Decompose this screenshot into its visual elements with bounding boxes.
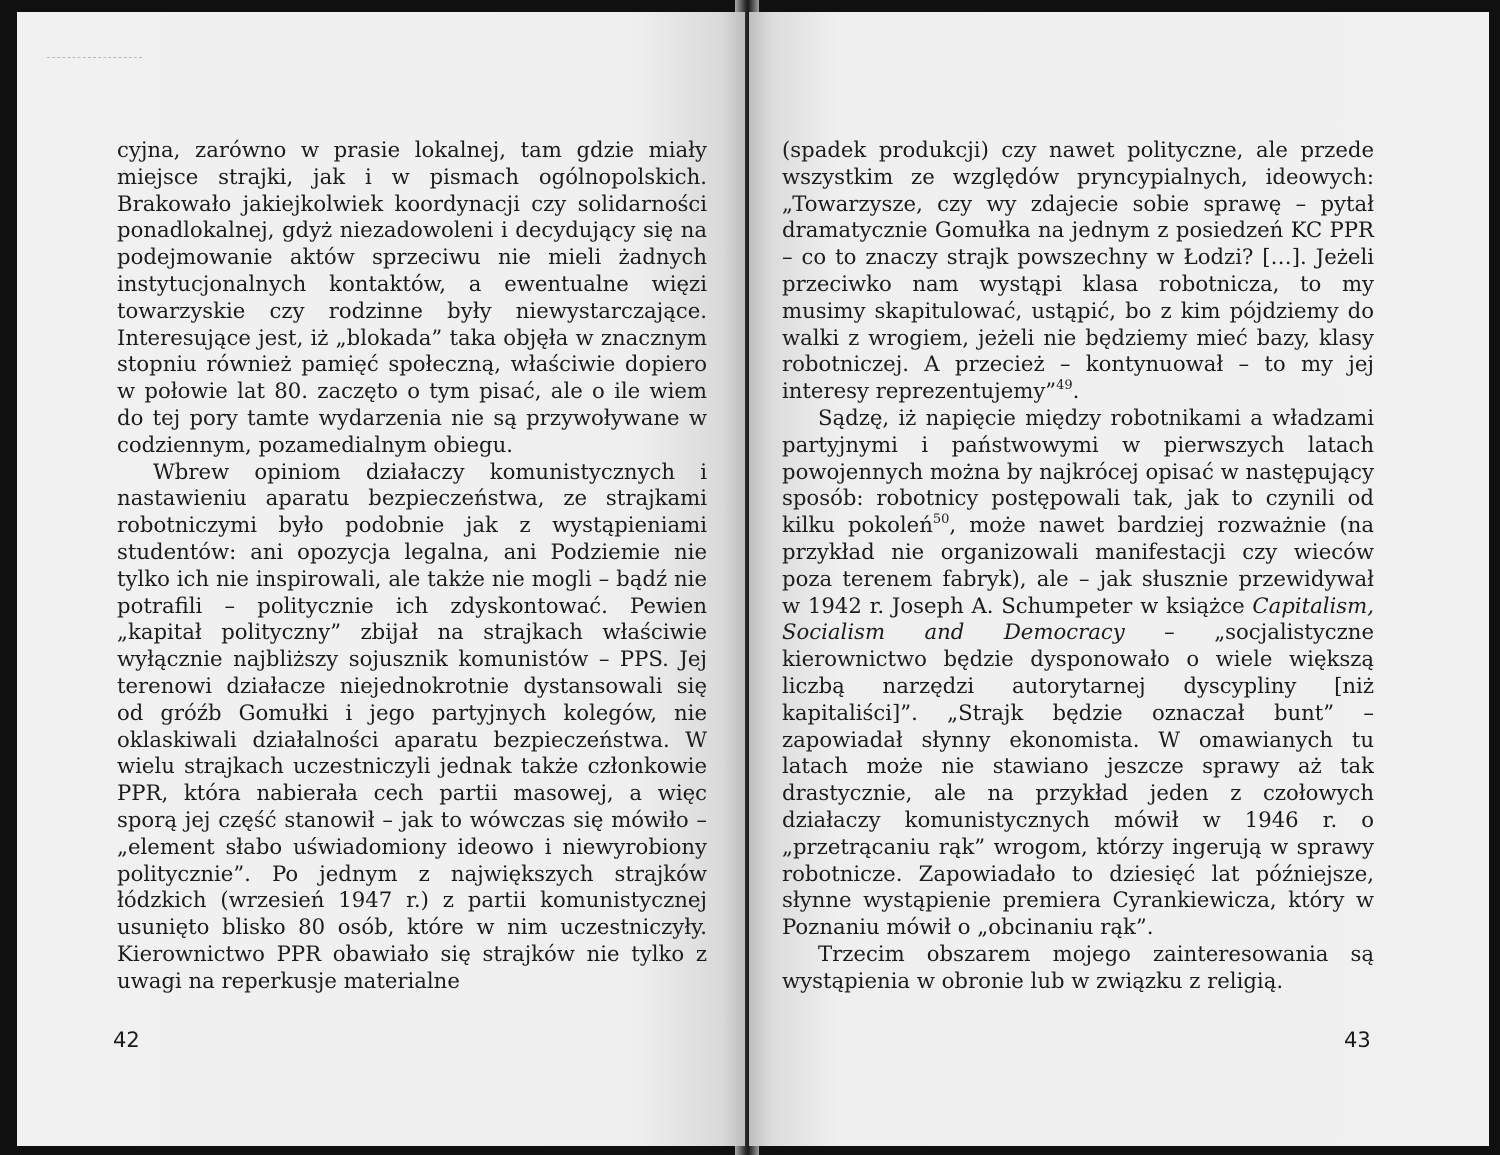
paragraph: Wbrew opiniom działaczy komunistycznych i nastawieniu aparatu bezpieczeństwa, ze strajkami robotniczymi było podobnie jak z wystąpieniami studentów: ani opozycja legalna, ani Podziemie nie tylko ich nie inspirowali, ale także nie mogli – bądź nie potrafili – politycznie ich zdyskontować. Pewien „kapitał polityczny” zbijał na strajkach właściwie wyłącznie najbliższy sojusznik komunistów – PPS. Jej terenowi działacze niejednokrotnie dystansowali się od gróźb Gomułki i jego partyjnych kolegów, nie oklaskiwali działalności aparatu bezpieczeństwa. W wielu strajkach uczestniczyli jednak także członkowie PPR, która nabierała cech partii masowej, a więc sporą jej część stanowił – jak to wówczas się mówiło – „element słabo uświadomiony ideowo i niewyrobiony politycznie”. Po jednym z największych strajków łódzkich (wrzesień 1947 r.) z partii komunistycznej usunięto blisko 80 osób, które w nim uczestniczyły. Kierownictwo PPR obawiało się strajków nie tylko z uwagi na reperkusje materialne: [117, 458, 707, 993]
paragraph: [782, 137, 1374, 405]
paragraph: [782, 405, 1374, 941]
book-title: Capitalism, Socialism and Democracy: [782, 592, 1374, 645]
paragraph: Trzecim obszarem mojego zainteresowania są wystąpienia w obronie lub w związku z religią.: [782, 940, 1374, 993]
footnote-ref: 49: [1056, 378, 1073, 394]
page-number: 42: [113, 1028, 140, 1052]
text-run: – „socjalistyczne kierownictwo będzie dysponowało o wiele większą liczbą narzędzi autorytarnej dyscypliny [niż kapitaliści]”. „Strajk będzie oznaczał bunt” – zapowiadał słynny ekonomista. W omawianych tu latach może nie stawiano jeszcze sprawy aż tak drastycznie, ale na przykład jeden z czołowych działaczy komunistycznych mówił w 1946 r. o „przetrącaniu rąk” wrogom, którzy ingerują w sprawy robotnicze. Zapowiadało to dziesięć lat późniejsze, słynne wystąpienie premiera Cyrankiewicza, który w Poznaniu mówił o „obcinaniu rąk”.: [782, 619, 1374, 940]
text-run: .: [1072, 378, 1080, 404]
left-page: [17, 12, 745, 1146]
right-page: [749, 12, 1489, 1146]
right-page-text: [782, 137, 1374, 995]
scan-mark: [47, 57, 142, 58]
paragraph: cyjna, zarówno w prasie lokalnej, tam gdzie miały miejsce strajki, jak i w pismach ogólnopolskich. Brakowało jakiejkolwiek koordynacji czy solidarności ponadlokalnej, gdyż niezadowoleni i decydujący się na podejmowanie aktów sprzeciwu nie mieli żadnych instytucjonalnych kontaktów, a ewentualne więzi towarzyskie czy rodzinne były niewystarczające. Interesujące jest, iż „blokada” taka objęła w znacznym stopniu również pamięć społeczną, właściwie dopiero w połowie lat 80. zaczęto o tym pisać, ale o ile wiem do tej pory tamte wydarzenia nie są przywoływane w codziennym, pozamedialnym obiegu.: [117, 137, 707, 457]
left-page-text: [117, 137, 707, 995]
text-run: (spadek produkcji) czy nawet polityczne, ale przede wszystkim ze względów pryncypialnych, ideowych: „Towarzysze, czy wy zdajecie sobie sprawę – pytał dramatycznie Gomułka na jednym z posiedzeń KC PPR – co to znaczy strajk powszechny w Łodzi? […]. Jeżeli przeciwko nam wystąpi klasa robotnicza, to my musimy skapitulować, ustąpić, bo z kim pójdziemy do walki z wrogiem, jeżeli nie będziemy mieć bazy, klasy robotniczej. A przecież – kontynuował – to my jej interesy reprezentujemy”: [782, 137, 1374, 404]
page-number: 43: [1344, 1028, 1371, 1052]
text-run: , może nawet bardziej rozważnie (na przykład nie organizowali manifestacji czy wieców poza terenem fabryk), ale – jak słusznie przewidywał w 1942 r. Joseph A. Schumpeter w książce: [782, 512, 1374, 618]
footnote-ref: 50: [932, 512, 950, 528]
text-run: Sądzę, iż napięcie między robotnikami a władzami partyjnymi i państwowymi w pierwszych latach powojennych można by najkrócej opisać w następujący sposób: robotnicy postępowali tak, jak to czynili od kilku pokoleń: [782, 404, 1374, 538]
